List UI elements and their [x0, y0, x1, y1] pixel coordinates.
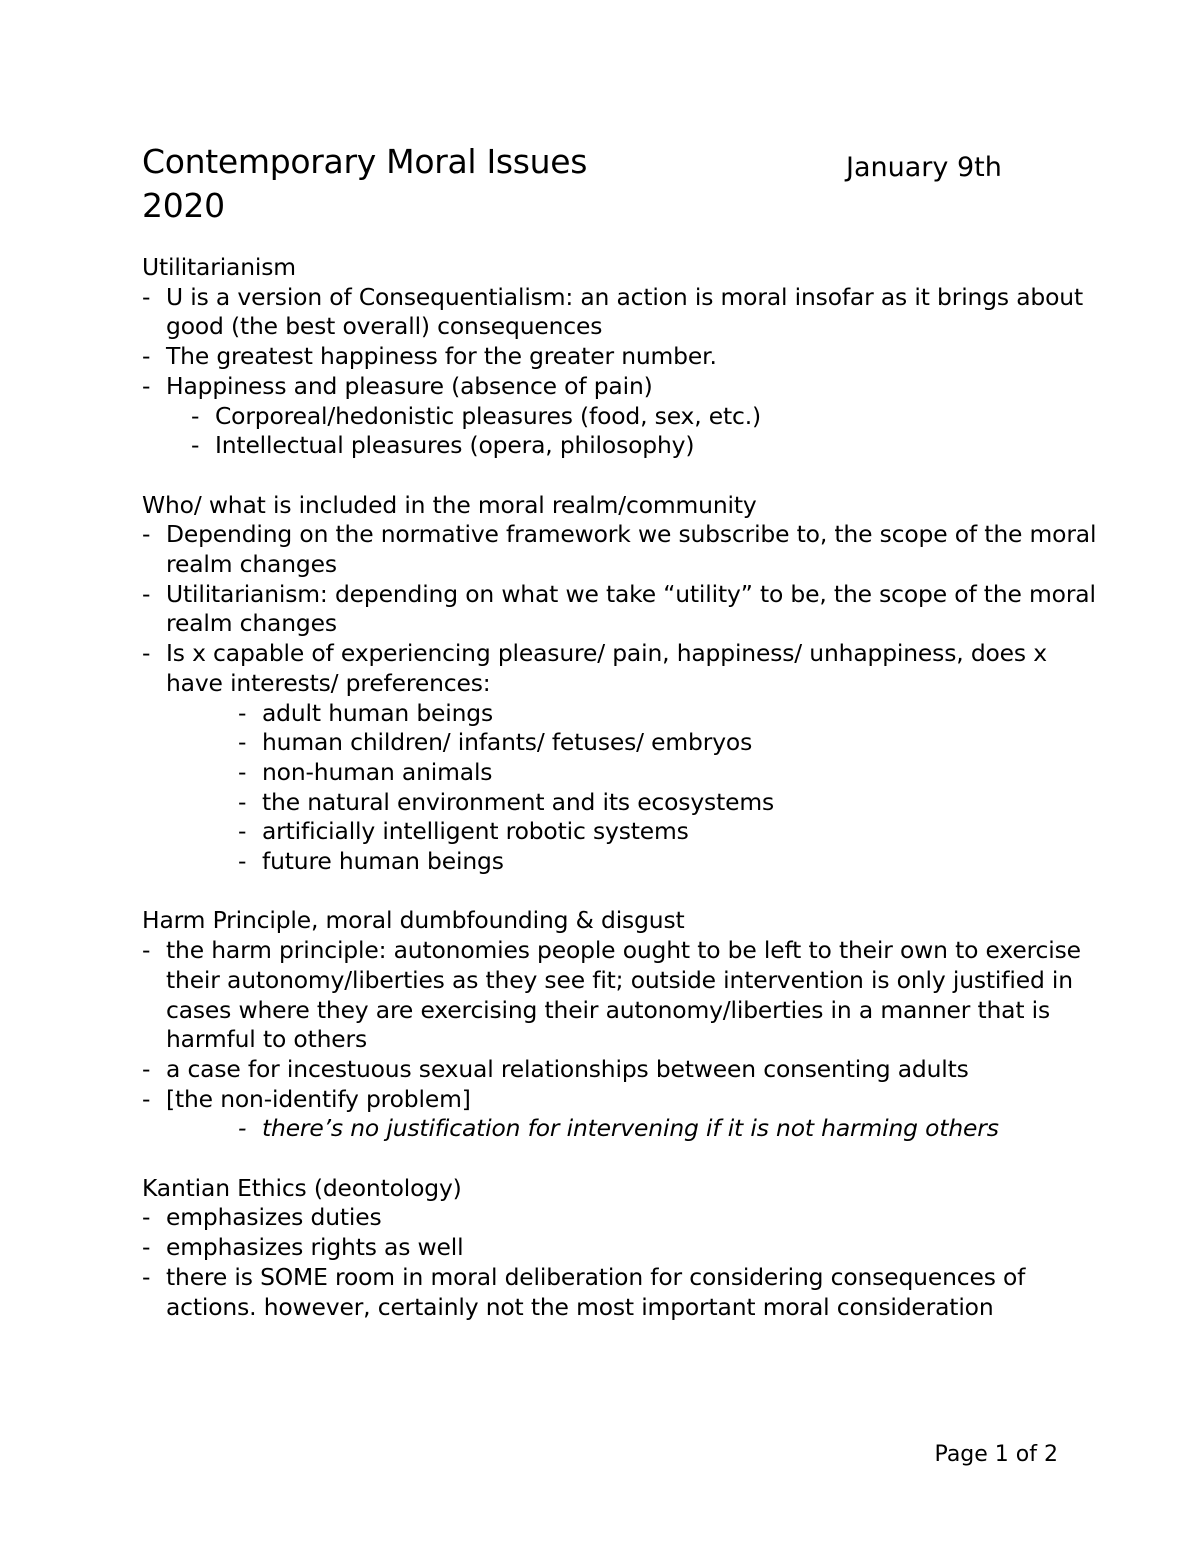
section-harm-principle [142, 906, 1102, 1144]
sub-list-item: - human children/ infants/ fetuses/ embryos [238, 728, 753, 757]
bullet-dash: - [142, 342, 151, 371]
bullet-dash: - [142, 1262, 151, 1291]
bullet-dash: - [142, 936, 151, 965]
sub-list-item: - future human beings [238, 847, 504, 876]
section-kantian-ethics [142, 1174, 1102, 1323]
document-date: January 9th [846, 152, 1002, 183]
document-title: Contemporary Moral Issues [142, 142, 588, 181]
bullet-dash: - [238, 698, 247, 727]
section-heading: Utilitarianism [142, 253, 296, 281]
sub-list-item: - the natural environment and its ecosystems [238, 787, 775, 816]
sub-list-item: - there’s no justification for intervening if it is not harming others [238, 1114, 999, 1143]
list-item: - U is a version of Consequentialism: an action is moral insofar as it brings about good (the best overall) consequences [142, 282, 1083, 341]
sub-list-item: - adult human beings [238, 698, 494, 727]
list-item: - Depending on the normative framework we subscribe to, the scope of the moral realm changes [142, 520, 1097, 579]
section-heading: Harm Principle, moral dumbfounding & disgust [142, 906, 685, 935]
bullet-dash: - [191, 401, 200, 430]
bullet-dash: - [191, 431, 200, 460]
bullet-dash: - [142, 1054, 151, 1083]
bullet-dash: - [238, 787, 247, 816]
document-title-block [142, 140, 587, 228]
sub-list-item: - Corporeal/hedonistic pleasures (food, sex, etc.) [191, 401, 762, 430]
document-year: 2020 [142, 186, 225, 225]
list-item: - a case for incestuous sexual relationships between consenting adults [142, 1054, 969, 1083]
sub-list-item: - Intellectual pleasures (opera, philosophy) [191, 431, 695, 460]
list-item: - The greatest happiness for the greater number. [142, 342, 717, 371]
section-heading: Who/ what is included in the moral realm/community [142, 490, 757, 519]
bullet-dash: - [238, 728, 247, 757]
sub-list-item: - artificially intelligent robotic systems [238, 817, 689, 846]
bullet-dash: - [238, 757, 247, 786]
page-number: Page 1 of 2 [934, 1442, 1058, 1467]
bullet-dash: - [238, 1114, 247, 1143]
list-item: - Is x capable of experiencing pleasure/ pain, happiness/ unhappiness, does x have interests/ preferences: [142, 639, 1047, 697]
bullet-dash: - [142, 1203, 151, 1232]
bullet-dash: - [238, 817, 247, 846]
list-item: - [the non-identify problem] [142, 1084, 471, 1113]
list-item: - Utilitarianism: depending on what we take “utility” to be, the scope of the moral realm changes [142, 579, 1096, 638]
bullet-dash: - [142, 371, 151, 400]
bullet-dash: - [142, 639, 151, 668]
notes-body [142, 253, 1102, 1352]
bullet-dash: - [142, 1233, 151, 1262]
sub-list-item: - non-human animals [238, 757, 493, 786]
list-item: - emphasizes duties [142, 1203, 382, 1232]
bullet-dash: - [142, 579, 151, 608]
bullet-dash: - [142, 1084, 151, 1113]
list-item: - the harm principle: autonomies people ought to be left to their own to exercise their autonomy/liberties as they see fit; outside intervention is only justified in cases where they are exercising their autonomy/liberties in a manner that is harmful to others [142, 936, 1081, 1054]
section-utilitarianism [142, 253, 1102, 461]
list-item: - there is SOME room in moral deliberation for considering consequences of actions. however, certainly not the most important moral consideration [142, 1262, 1026, 1321]
section-moral-realm [142, 491, 1102, 877]
list-item: - emphasizes rights as well [142, 1233, 464, 1262]
section-heading: Kantian Ethics (deontology) [142, 1173, 462, 1202]
list-item: - Happiness and pleasure (absence of pain) [142, 371, 653, 400]
bullet-dash: - [238, 847, 247, 876]
bullet-dash: - [142, 520, 151, 549]
bullet-dash: - [142, 282, 151, 311]
